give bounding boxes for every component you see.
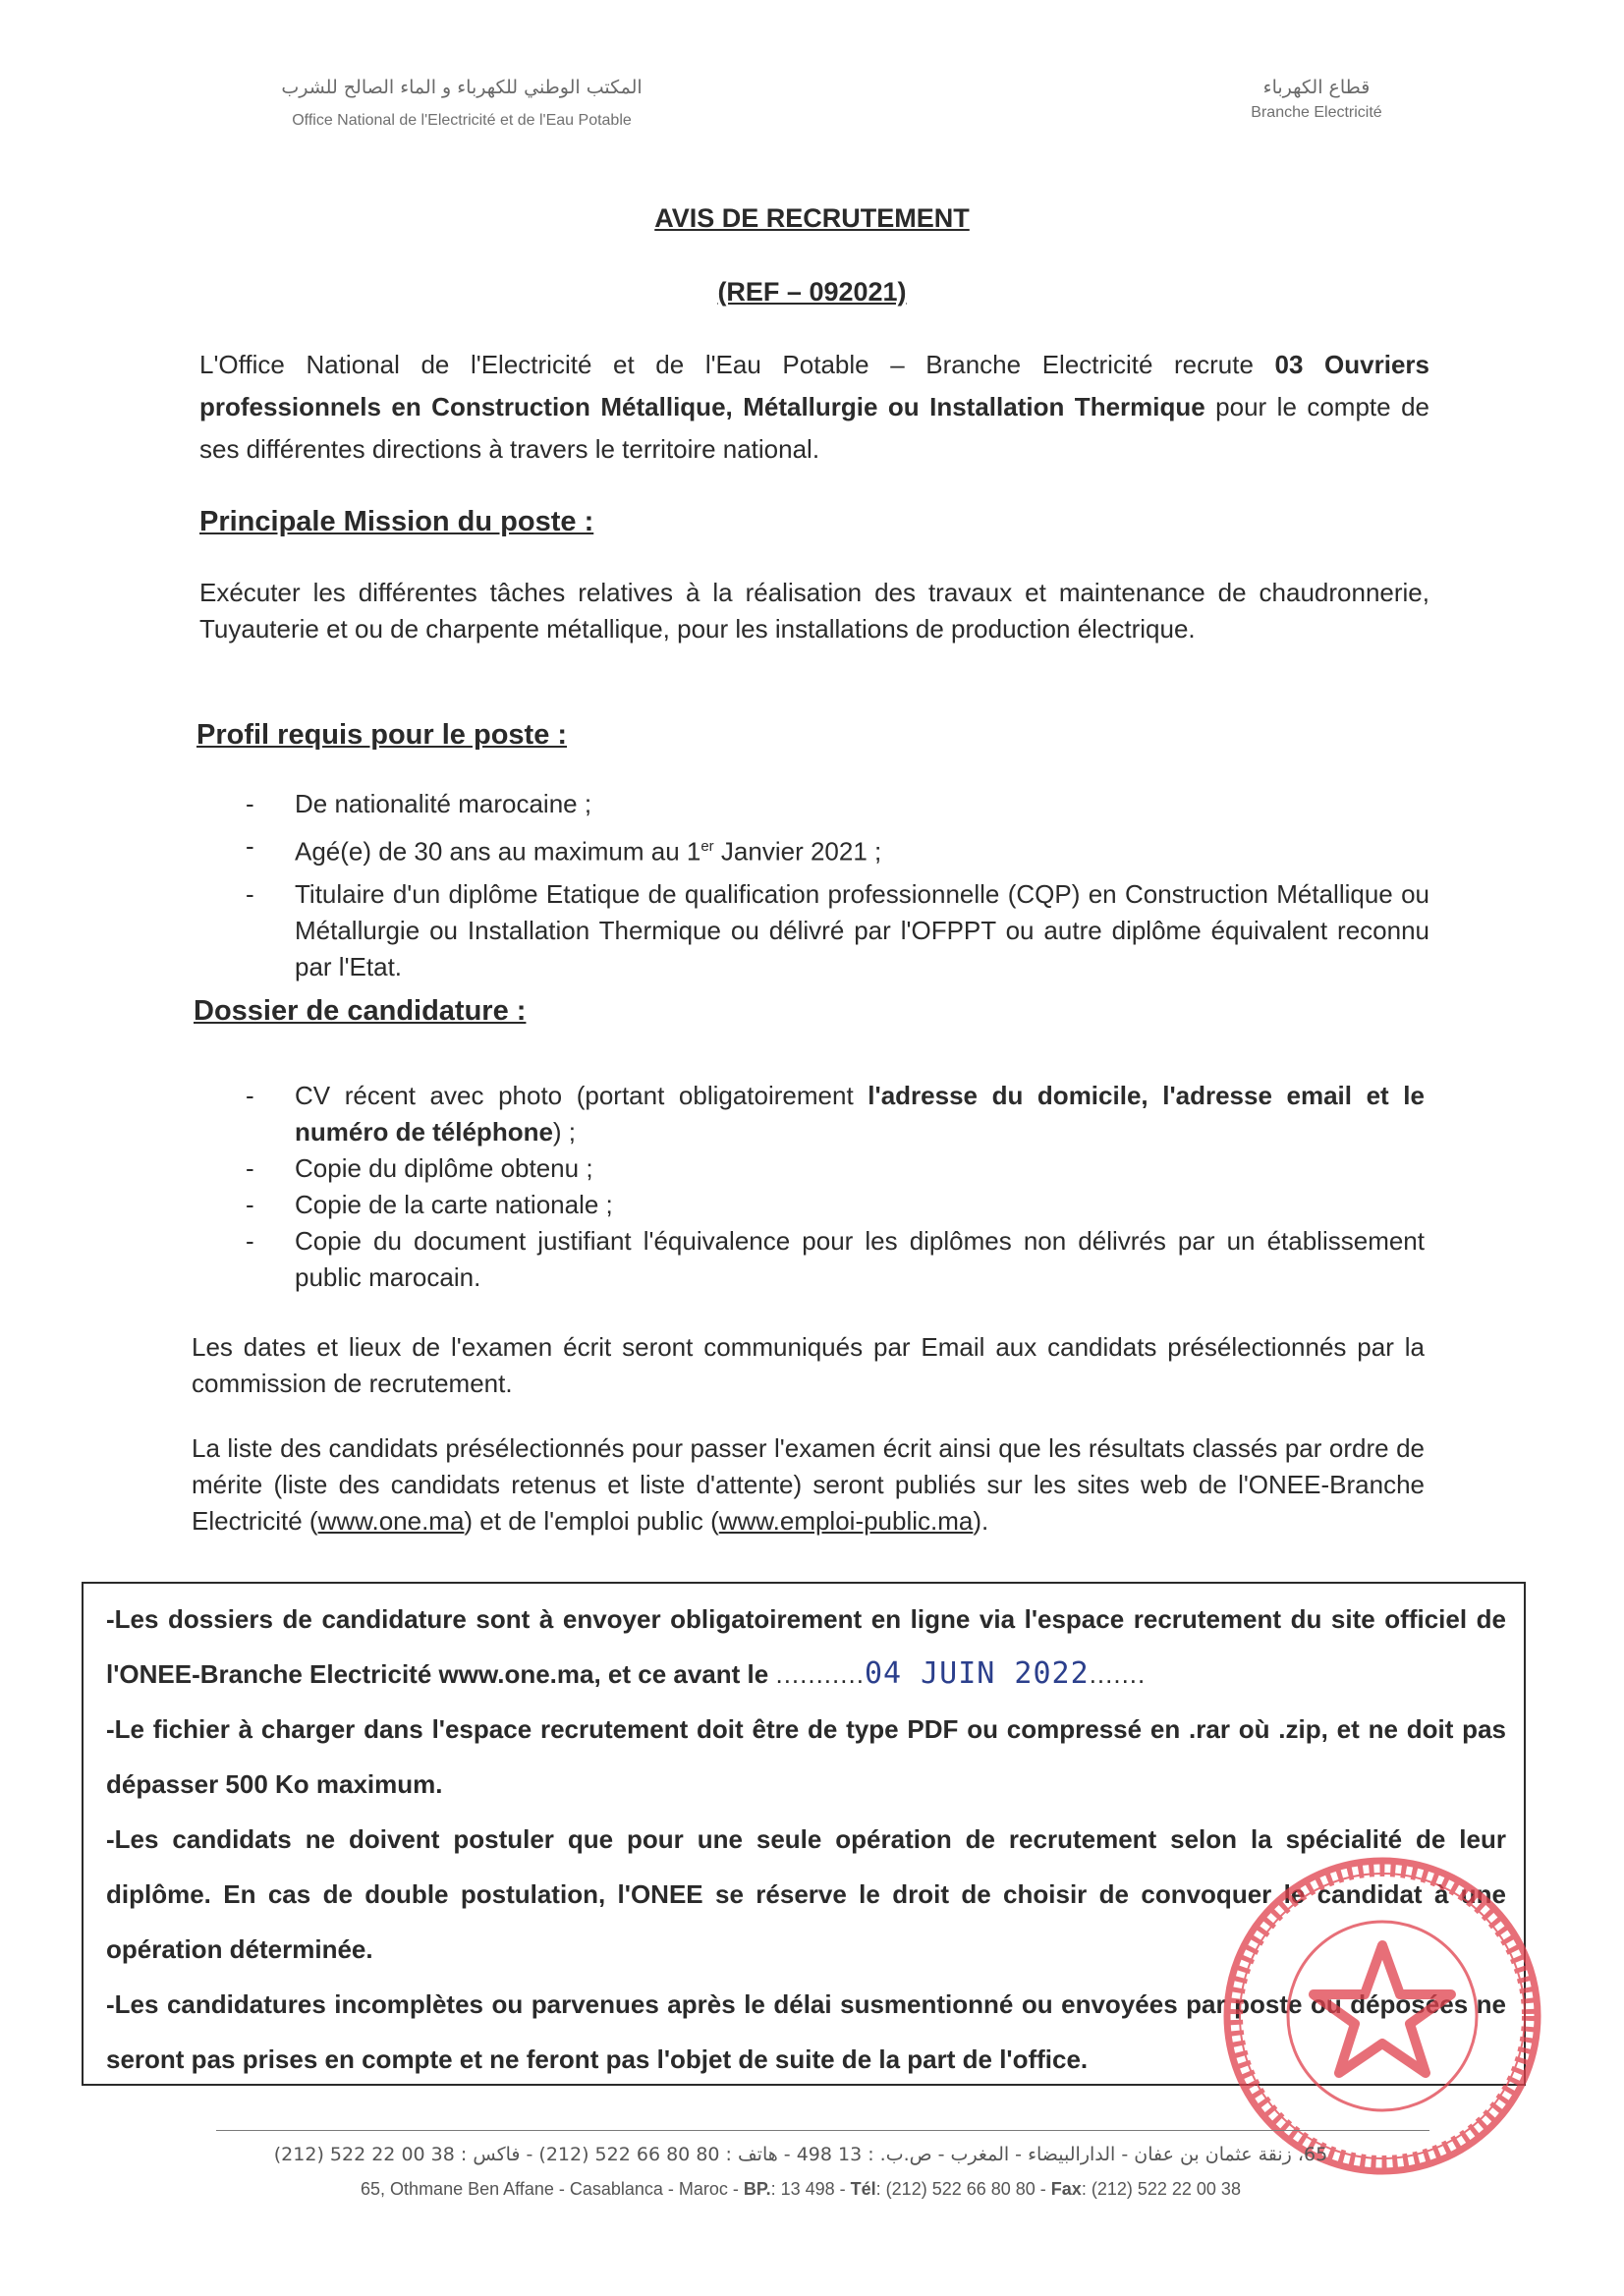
dossier-heading: Dossier de candidature : [194,995,527,1027]
profil-item-text: Titulaire d'un diplôme Etatique de qualification professionnelle (CQP) en Construction Métallique ou Métallurgie ou Installation Thermique ou délivré par l'OFPPT ou autre diplôme équivalent reconnu par l'Etat. [295,878,1429,981]
list-item [246,876,1429,985]
dots: ........... [775,1659,865,1689]
superscript: er [700,838,714,855]
dossier-item-bold: l'adresse du domicile, l'adresse email et le numéro de téléphone [295,1081,1425,1147]
list-item [246,1078,1425,1150]
header-right [1218,77,1415,122]
profil-heading: Profil requis pour le poste : [196,719,568,751]
box-text: -Les dossiers de candidature sont à envoyer obligatoirement en ligne via l'espace recrutement du site officiel de l'ONEE-Branche Electricité www.one.ma, et ce avant le [106,1604,1506,1689]
liste-paragraph [192,1430,1425,1540]
footer-address-french [255,2179,1346,2200]
list-item [246,786,1429,822]
official-stamp-icon [1213,1847,1552,2186]
link-emploi-public[interactable]: www.emploi-public.ma [718,1506,974,1536]
footer-divider [216,2130,1429,2131]
dots: ....... [1089,1659,1147,1689]
header-left-arabic: المكتب الوطني للكهرباء و الماء الصالح للشرب [281,77,643,98]
footer-label: BP. [743,2179,771,2199]
box-paragraph-4: -Les candidatures incomplètes ou parvenues après le délai susmentionné ou envoyées par poste ou déposées ne seront pas prises en compte et ne feront pas l'objet de suite de la part de l'office. [106,1989,1506,2074]
dossier-list [246,1078,1425,1296]
mission-heading: Principale Mission du poste : [199,506,594,537]
profil-list [246,786,1429,985]
profil-item-text: Janvier 2021 ; [713,836,882,867]
intro-text-1: L'Office National de l'Electricité et de l'Eau Potable – Branche Electricité recrute [199,350,1275,379]
box-paragraph-2: -Le fichier à charger dans l'espace recrutement doit être de type PDF ou compressé en .rar où .zip, et ne doit pas dépasser 500 Ko maximum. [106,1714,1506,1799]
list-item [246,828,1429,870]
liste-text: ). [973,1506,989,1536]
footer-label: Fax [1050,2179,1082,2199]
link-one-ma[interactable]: www.one.ma [317,1506,465,1536]
intro-text-2: pour le compte de ses différentes directions à travers le territoire national. [199,392,1429,464]
footer-text: : 13 498 - [770,2179,851,2199]
footer-text: : (212) 522 22 00 38 [1081,2179,1241,2199]
intro-bold: 03 Ouvriers professionnels en Construction Métallique, Métallurgie ou Installation Thermique [199,350,1429,421]
footer-address-arabic: 65، زنقة عثمان بن عفان - الدارالبيضاء - المغرب - ص.ب. : 13 498 - هاتف : 80 80 66 522 (212) - فاكس : 38 00 22 522 (212) [273,2144,1328,2165]
list-item [246,1223,1425,1296]
list-item [246,1150,1425,1187]
reference: (REF – 092021) [717,277,907,307]
dossier-item-text: Copie du diplôme obtenu ; [295,1153,593,1183]
dossier-item-text: Copie du document justifiant l'équivalence pour les diplômes non délivrés par un établissement public marocain. [295,1226,1425,1292]
page-title: AVIS DE RECRUTEMENT [654,203,970,233]
dates-paragraph: Les dates et lieux de l'examen écrit seront communiqués par Email aux candidats présélectionnés par la commission de recrutement. [192,1332,1425,1398]
profil-item-text: De nationalité marocaine ; [295,789,592,818]
liste-text: La liste des candidats présélectionnés pour passer l'examen écrit ainsi que les résultats classés par ordre de mérite (liste des candidats retenus et liste d'attente) seront publiés sur les sites web de l'ONEE-Branche Electricité ( [192,1433,1425,1536]
header-right-arabic: قطاع الكهرباء [1262,77,1371,98]
dossier-item-text: Copie de la carte nationale ; [295,1190,613,1219]
footer-label: Tél [850,2179,876,2199]
footer-text: 65, Othmane Ben Affane - Casablanca - Maroc - [361,2179,744,2199]
intro-paragraph [199,344,1429,471]
handwritten-date: 04 JUIN 2022 [864,1656,1090,1691]
header-right-french: Branche Electricité [1251,104,1382,121]
header-left-french: Office National de l'Electricité et de l'Eau Potable [292,112,632,129]
profil-item-text: Agé(e) de 30 ans au maximum au 1 [295,836,701,867]
list-item [246,1187,1425,1223]
header-left [246,77,678,130]
mission-text: Exécuter les différentes tâches relatives à la réalisation des travaux et maintenance de chaudronnerie, Tuyauterie et ou de charpente métallique, pour les installations de production électrique. [199,578,1429,644]
footer-text: : (212) 522 66 80 80 - [875,2179,1051,2199]
box-paragraph-3: -Les candidats ne doivent postuler que pour une seule opération de recrutement selon la spécialité de leur diplôme. En cas de double postulation, l'ONEE se réserve le droit de choisir de convoquer le candidat à une opération déterminée. [106,1824,1506,1964]
liste-text: ) et de l'emploi public ( [464,1506,719,1536]
box-paragraph-1 [106,1592,1506,1702]
dossier-item-text: CV récent avec photo (portant obligatoirement [295,1081,868,1110]
dossier-item-text: ) ; [552,1117,577,1147]
